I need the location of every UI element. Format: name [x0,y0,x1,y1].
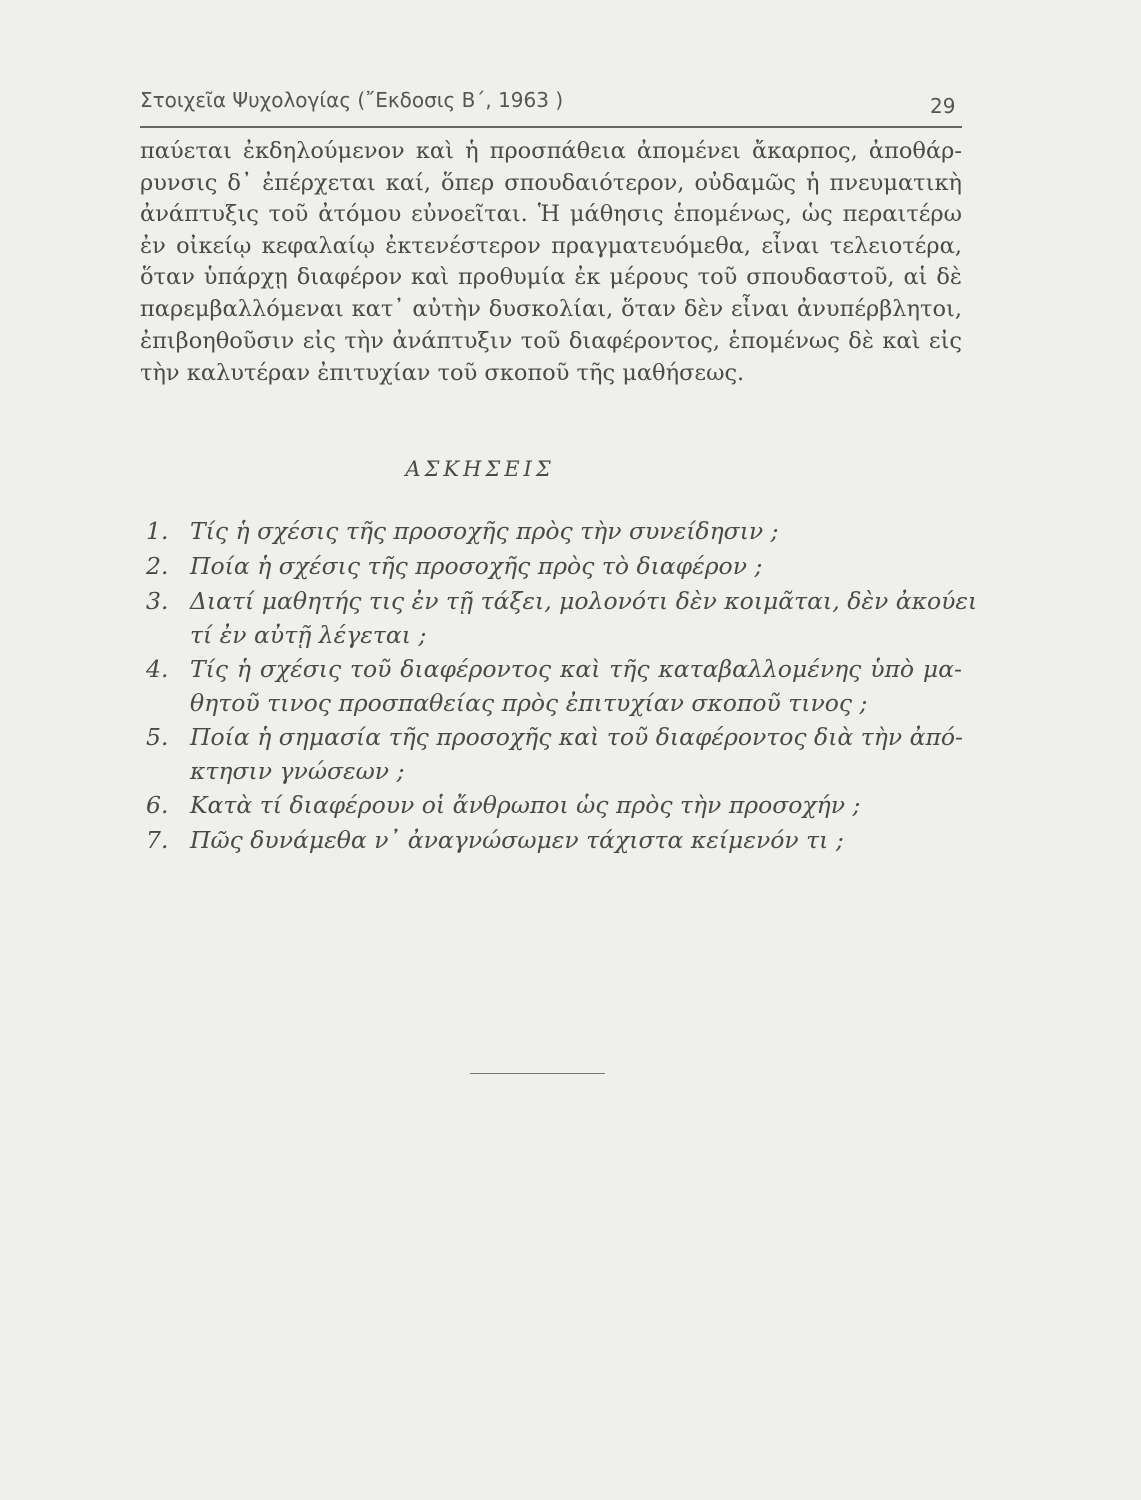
body-line: ἐπιβοηθοῦσιν εἰς τὴν ἀνάπτυξιν τοῦ διαφέροντος, ἑπομένως δὲ καὶ εἰς [140,328,962,354]
end-rule [470,1073,605,1074]
exercise-number: 3. [146,587,169,615]
exercise-number: 4. [146,655,169,683]
exercises-heading: ΑΣΚΗΣΕΙΣ [405,457,555,481]
body-line: ὅταν ὑπάρχῃ διαφέρον καὶ προθυμία ἐκ μέρους τοῦ σπουδαστοῦ, αἱ δὲ [140,264,962,290]
exercise-text: θητοῦ τινος προσπαθείας πρὸς ἐπιτυχίαν σκοποῦ τινος ; [190,689,868,717]
body-line: ρυνσις δ᾽ ἐπέρχεται καί, ὅπερ σπουδαιότερον, οὐδαμῶς ἡ πνευματικὴ [140,170,962,196]
exercise-text: Κατὰ τί διαφέρουν οἱ ἄνθρωποι ὡς πρὸς τὴν προσοχήν ; [190,791,861,819]
exercise-text: Ποία ἡ σημασία τῆς προσοχῆς καὶ τοῦ διαφέροντος διὰ τὴν ἀπό- [190,723,963,751]
exercise-number: 2. [146,552,169,580]
exercise-text: Πῶς δυνάμεθα ν᾽ ἀναγνώσωμεν τάχιστα κείμενόν τι ; [190,826,844,854]
exercise-number: 7. [146,826,169,854]
exercise-number: 5. [146,723,169,751]
exercise-text: Τίς ἡ σχέσις τῆς προσοχῆς πρὸς τὴν συνείδησιν ; [190,517,779,545]
exercise-text: Ποία ἡ σχέσις τῆς προσοχῆς πρὸς τὸ διαφέρον ; [190,552,763,580]
body-line: παρεμβαλλόμεναι κατ᾽ αὐτὴν δυσκολίαι, ὅταν δὲν εἶναι ἀνυπέρβλητοι, [140,296,962,322]
body-line: ἀνάπτυξις τοῦ ἀτόμου εὐνοεῖται. Ἡ μάθησις ἑπομένως, ὡς περαιτέρω [140,201,962,227]
exercise-number: 1. [146,517,169,545]
body-line: τὴν καλυτέραν ἐπιτυχίαν τοῦ σκοποῦ τῆς μαθήσεως. [140,360,745,386]
exercise-text: Τίς ἡ σχέσις τοῦ διαφέροντος καὶ τῆς καταβαλλομένης ὑπὸ μα- [190,655,962,683]
exercise-number: 6. [146,791,169,819]
page-number: 29 [930,94,956,118]
header-rule [140,126,962,128]
body-line: παύεται ἐκδηλούμενον καὶ ἡ προσπάθεια ἀπομένει ἄκαρπος, ἀποθάρ- [140,138,962,164]
exercise-text: Διατί μαθητής τις ἐν τῇ τάξει, μολονότι δὲν κοιμᾶται, δὲν ἀκούει [190,587,978,615]
body-line: ἐν οἰκείῳ κεφαλαίῳ ἐκτενέστερον πραγματευόμεθα, εἶναι τελειοτέρα, [140,233,962,259]
running-title: Στοιχεῖα Ψυχολογίας (῎Εκδοσις Β΄, 1963 ) [140,88,564,112]
exercise-text: τί ἐν αὐτῇ λέγεται ; [190,621,427,649]
exercise-text: κτησιν γνώσεων ; [190,757,405,785]
